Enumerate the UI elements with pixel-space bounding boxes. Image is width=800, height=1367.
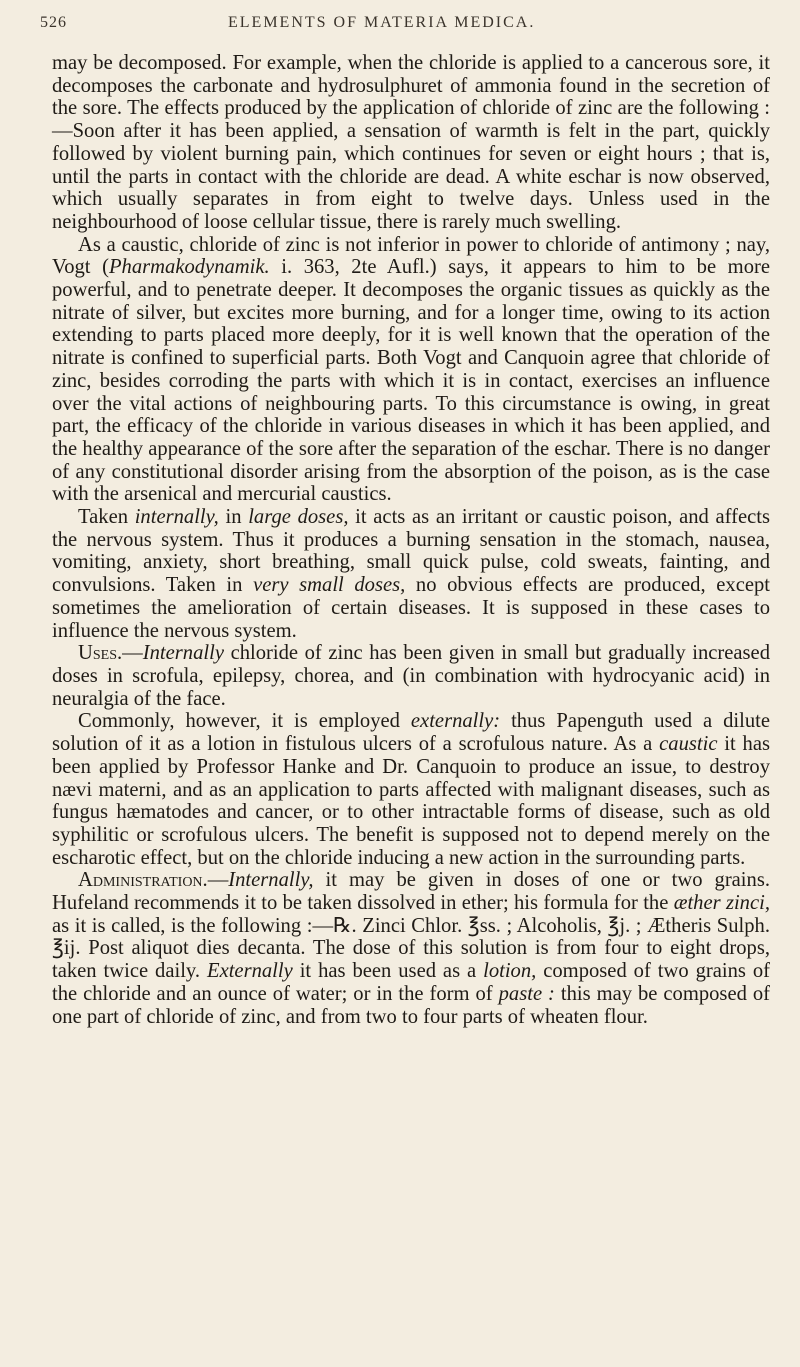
italic-text: internally, — [134, 506, 219, 529]
paragraph-text: i. 363, 2te Aufl.) says, it appears to him to be more powerful, and to penetrate deeper. It decomposes the organic tissues as quickly as the nitrate of silver, but excites more burning, and for a longer time, owing to its action extending to parts placed more deeply, for it is well known that the operation of the nitrate is confined to superficial parts. Both Vogt and Canquoin agree that chloride of zinc, besides corroding the parts with which it is in contact, exercises an influence over the vital actions of neighbouring parts. To this circumstance is owing, in great part, the efficacy of the chloride in various diseases in which it has been applied, and the healthy appearance of the sore after the separation of the eschar. There is no danger of any constitutional disorder arising from the absorption of the poison, as is the case with the arsenical and mercurial caustics. — [52, 256, 770, 506]
paragraph — [52, 710, 770, 869]
paragraph-text: it has been applied by Professor Hanke and Dr. Canquoin to produce an issue, to destroy nævi materni, and as an application to parts affected with malignant diseases, such as fungus hæmatodes and cancer, or to other intractable forms of disease, such as old syphilitic or scrofulous ulcers. The benefit is supposed not to depend merely on the escharotic effect, but on the chloride inducing a new action in the surrounding parts. — [52, 733, 770, 869]
paragraph-text: it has been used as a — [292, 960, 484, 983]
italic-text: externally: — [410, 710, 501, 733]
italic-text: lotion, — [483, 960, 537, 983]
italic-text: very small doses, — [253, 574, 406, 597]
section-heading: Uses. — [78, 642, 123, 665]
italic-text: large doses, — [248, 506, 349, 529]
paragraph-text: may be decomposed. For example, when the chloride is applied to a cancerous sore, it decomposes the carbonate and hydrosulphuret of ammonia found in the secretion of the sore. The effects produced by the application of chloride of zinc are the following :—Soon after it has been applied, a sensation of warmth is felt in the part, quickly followed by violent burning pain, which continues for seven or eight hours ; that is, until the parts in contact with the chloride are dead. A white eschar is now observed, which usually separates in from eight to twelve days. Unless used in the neighbourhood of loose cellular tissue, there is rarely much swelling. — [52, 52, 770, 233]
paragraph-text: this may be composed of one part of chloride of zinc, and from two to four parts of wheaten flour. — [52, 982, 771, 1028]
running-title: ELEMENTS OF MATERIA MEDICA. — [228, 14, 536, 31]
paragraph-text: As a caustic, chloride of zinc is not inferior in power to chloride of antimony ; nay, Vogt ( — [52, 233, 770, 279]
paragraph — [52, 52, 770, 234]
italic-text: caustic — [659, 733, 718, 756]
paragraph-text: it acts as an irritant or caustic poison, and affects the nervous system. Thus it produces a burning sensation in the stomach, nausea, vomiting, anxiety, short breathing, small quick pulse, cold sweats, fainting, and convulsions. Taken in — [52, 506, 770, 597]
page-header — [40, 14, 760, 40]
italic-text: Pharmakodynamik. — [108, 256, 270, 279]
page-number: 526 — [40, 14, 67, 31]
italic-text: Externally — [206, 960, 293, 983]
paragraph-text: thus Papenguth used a dilute solution of it as a lotion in fistulous ulcers of a scrofulous nature. As a — [52, 710, 770, 756]
paragraph — [52, 234, 770, 506]
paragraph-text: no obvious effects are produced, except sometimes the amelioration of certain diseases. It is supposed in these cases to influence the nervous system. — [52, 574, 770, 642]
paragraph-text: as it is called, is the following :—℞. Zinci Chlor. ℥ss. ; Alcoholis, ℥j. ; Ætheris Sulph. ℥ij. Post aliquot dies decanta. The dose of this solution is from four to eight drops, taken twice daily. — [52, 914, 770, 983]
body-text — [52, 52, 770, 1028]
paragraph — [52, 506, 770, 642]
paragraph-text: — — [122, 642, 143, 665]
paragraph-text: chloride of zinc has been given in small but gradually increased doses in scrofula, epilepsy, chorea, and (in combination with hydrocyanic acid) in neuralgia of the face. — [52, 642, 770, 710]
italic-text: Internally, — [228, 869, 314, 892]
section-heading: Administration. — [78, 869, 208, 892]
paragraph-text: — — [207, 869, 229, 892]
paragraph — [52, 869, 770, 1028]
italic-text: Internally — [142, 642, 224, 665]
paragraph — [52, 642, 770, 710]
italic-text: æther zinci, — [673, 892, 770, 915]
paragraph-text: it may be given in doses of one or two grains. Hufeland recommends it to be taken dissolved in ether; his formula for the — [52, 869, 770, 915]
paragraph-text: in — [218, 506, 249, 529]
paragraph-text: Commonly, however, it is employed — [78, 710, 411, 733]
paragraph-text: composed of two grains of the chloride and an ounce of water; or in the form of — [52, 960, 770, 1005]
paragraph-text: Taken — [78, 506, 135, 529]
italic-text: paste : — [498, 982, 555, 1005]
